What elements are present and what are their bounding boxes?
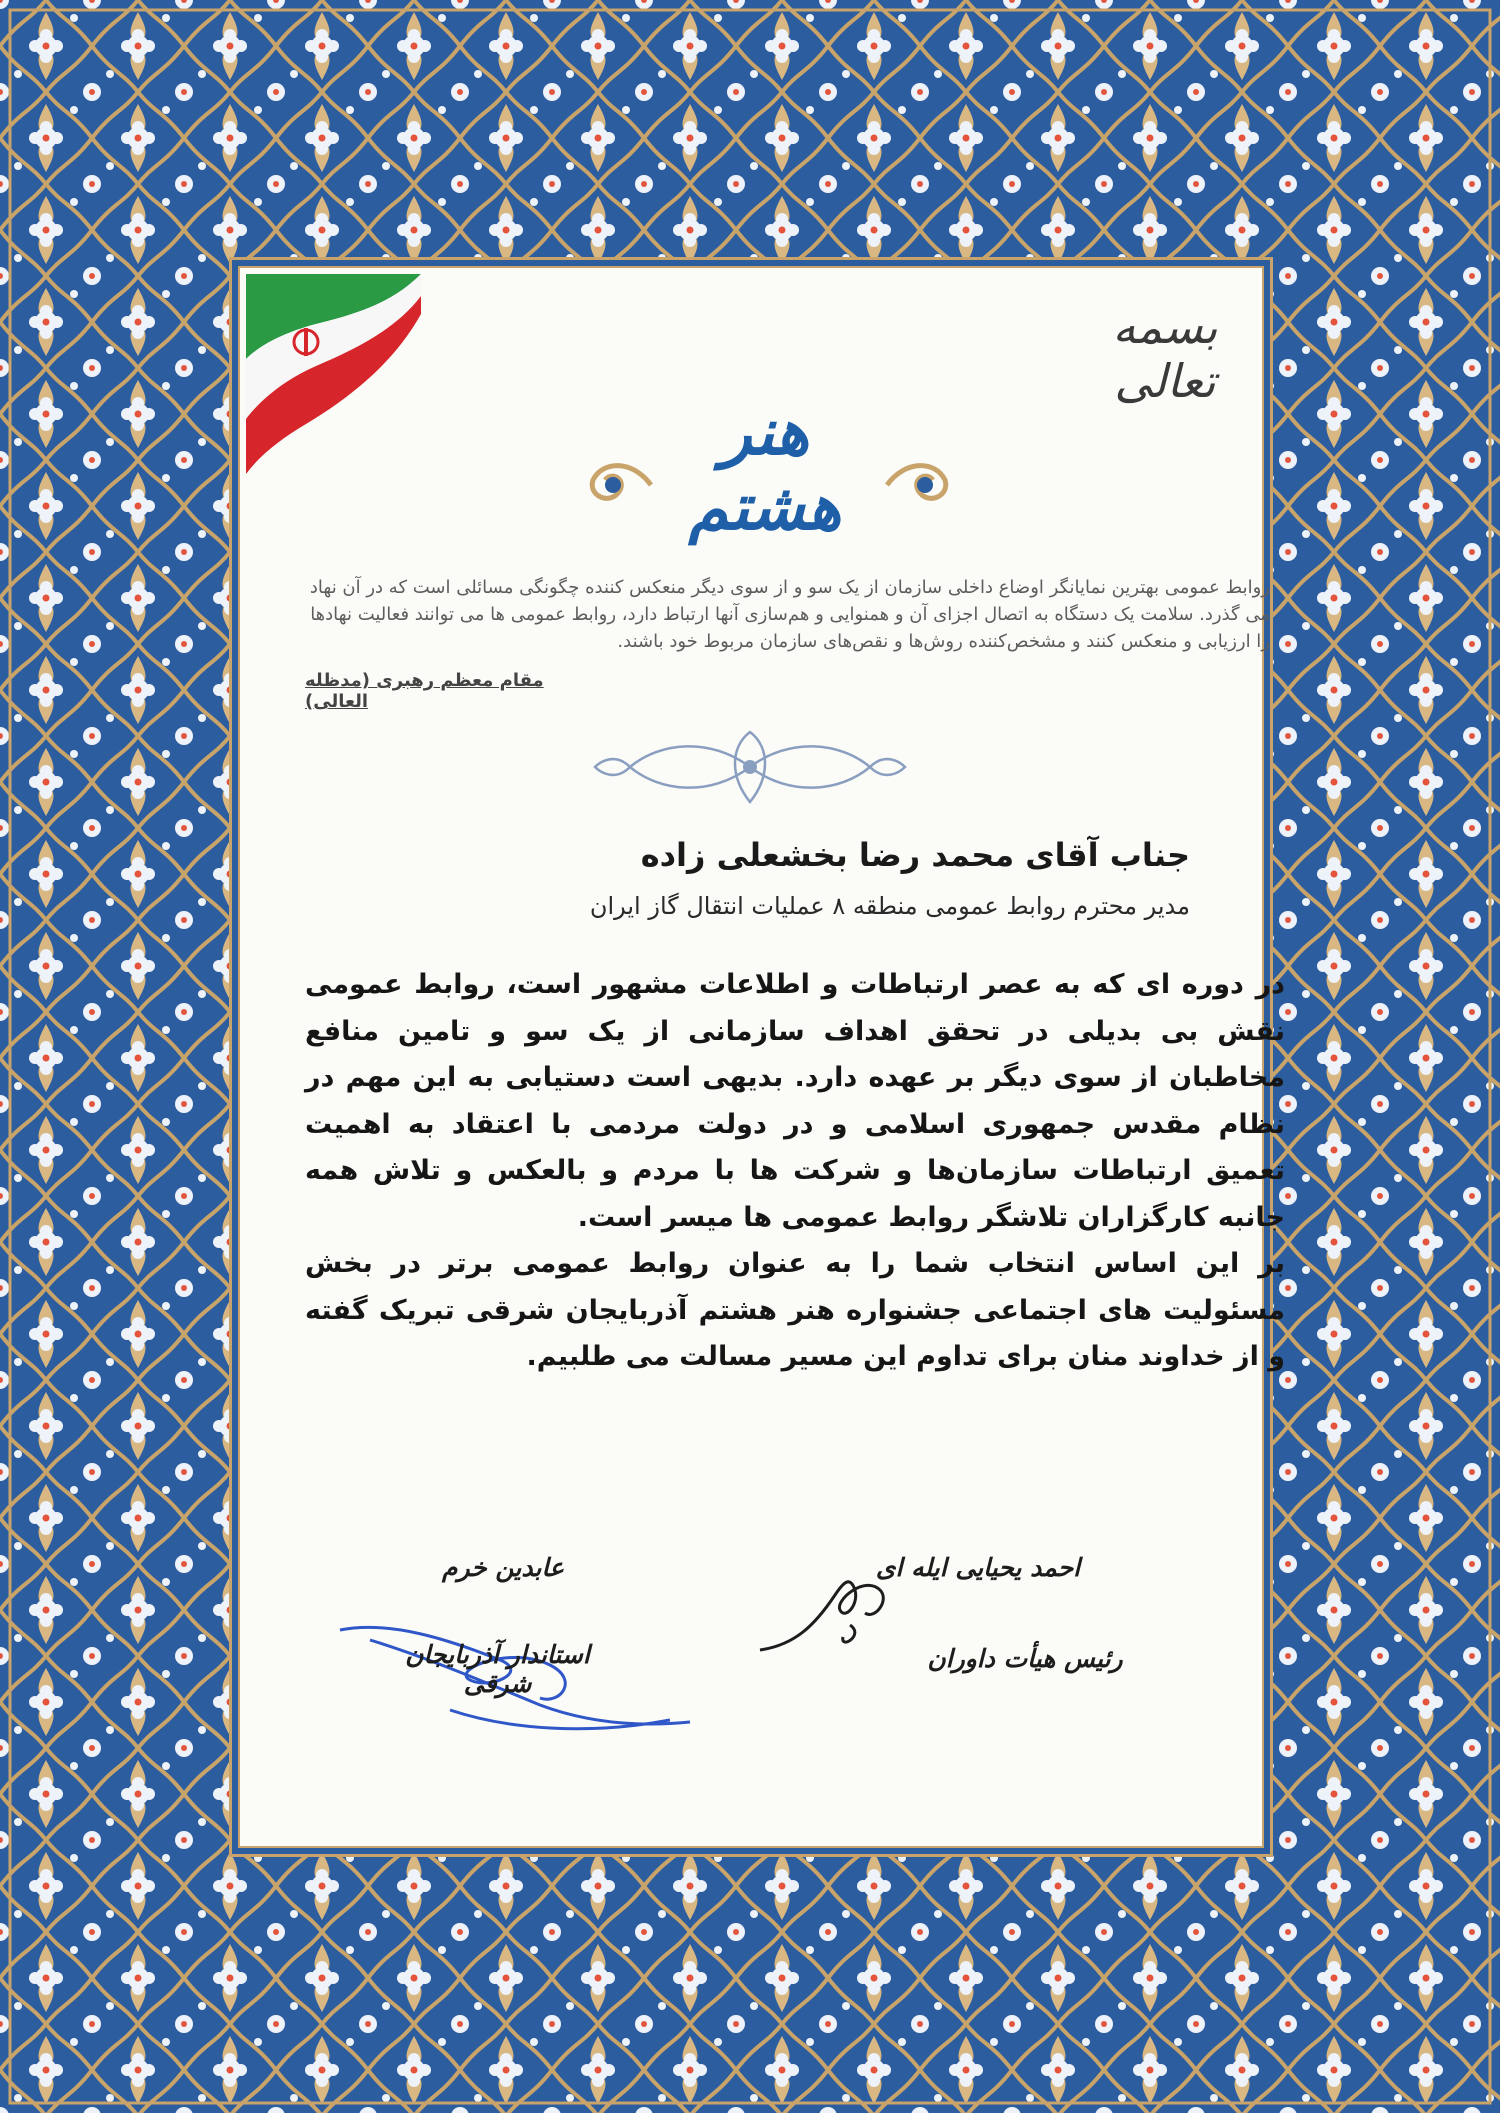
signer-right-name: احمد یحیایی ایله ای [875, 1553, 1081, 1582]
recipient-name: جناب آقای محمد رضا بخشعلی زاده [640, 836, 1190, 874]
ornament-right-icon [885, 455, 955, 515]
quote-source: مقام معظم رهبری (مدظله العالی) [305, 670, 544, 712]
iran-flag-icon [246, 274, 426, 474]
body-paragraph: بر این اساس انتخاب شما را به عنوان روابط عمومی برتر در بخش مسئولیت های اجتماعی جشنواره هنر هشتم آذربایجان شرقی تبریک گفته و از خداوند منان برای تداوم این مسیر مسالت می طلبیم. [305, 1248, 1285, 1372]
signer-left-role: استاندار آذربایجان شرقی [405, 1640, 590, 1698]
festival-logo: هنر هشتم [688, 395, 842, 545]
divider-ornament-icon [590, 722, 910, 812]
body-paragraph: در دوره ای که به عصر ارتباطات و اطلاعات مشهور است، روابط عمومی نقش بی بدیلی در تحقق اهداف سازمانی از یک سو و تامین منافع مخاطبان از سوی دیگر بر عهده دارد. بدیهی است دستیابی به این مهم در نظام مقدس جمهوری اسلامی و در دولت مردمی با اعتقاد به اهمیت تعمیق ارتباطات سازمان‌ها و شرکت ها با مردم و بالعکس و تلاش همه جانبه کارگزاران تلاشگر روابط عمومی ها میسر است. [305, 969, 1285, 1233]
leader-quote: روابط عمومی بهترین نمایانگر اوضاع داخلی سازمان از یک سو و از سوی دیگر منعکس کننده چگونگی مسائلی است که در آن نهاد می گذرد. سلامت یک دستگاه به اتصال اجزای آن و همنوایی و هم‌سازی آنها ارتباط دارد، روابط عمومی ها می توانند فعالیت نهادها را ارزیابی و منعکس کنند و مشخص‌کننده روش‌ها و نقص‌های سازمان مربوط خود باشند. [309, 577, 1270, 652]
signer-right-role: رئیس هیأت داوران [927, 1644, 1123, 1673]
ornament-left-icon [583, 455, 653, 515]
basmala-heading: بسمه تعالی [1112, 300, 1218, 408]
recipient-title: مدیر محترم روابط عمومی منطقه ۸ عملیات انتقال گاز ایران [589, 892, 1190, 920]
certificate-body [305, 962, 1285, 1381]
signer-left-name: عابدین خرم [441, 1553, 565, 1582]
signature-right-icon [755, 1565, 905, 1660]
